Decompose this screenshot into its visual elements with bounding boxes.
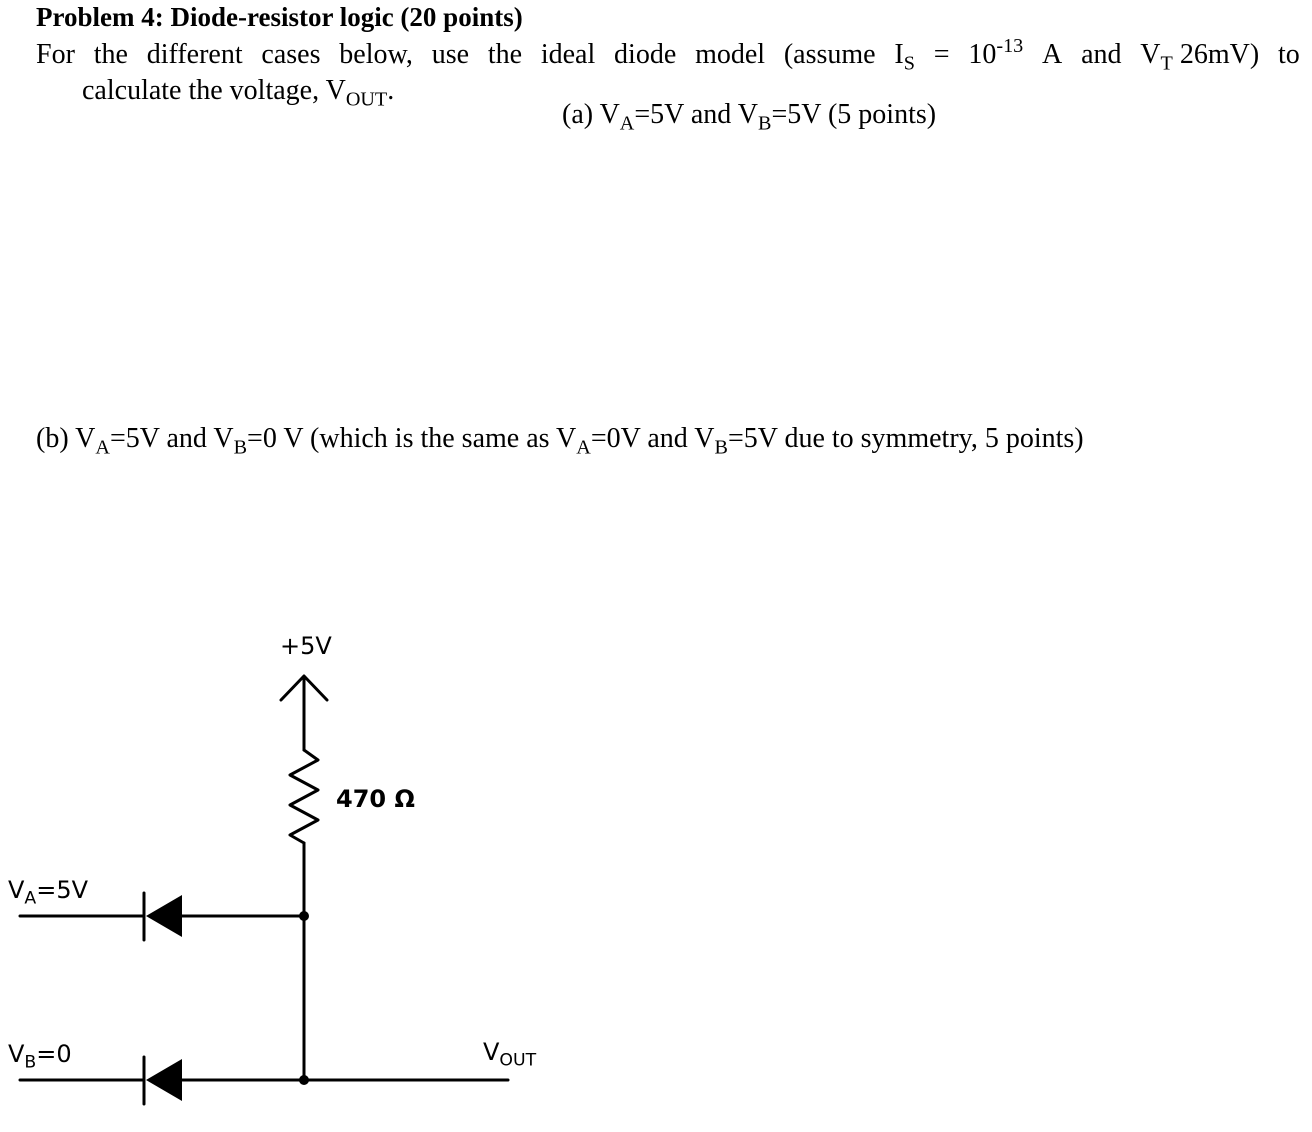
vt-symbol: $V_T$ 26mV) — [1140, 39, 1260, 75]
is-value: $10^{-13}$ — [968, 34, 1024, 70]
junction-dot-b — [299, 1075, 309, 1085]
junction-dot-a — [299, 911, 309, 921]
vout-label: $V_{OUT}$ — [483, 1038, 537, 1071]
resistor-label: 470 Ω — [336, 785, 415, 813]
resistor-symbol — [290, 750, 318, 843]
diode-a-symbol — [146, 895, 182, 937]
part-a-prompt: (a) $V_A=5V$ and $V_B=5V$ (5 points) — [562, 99, 937, 135]
part-b-prompt: (b) $V_A=5V$ and $V_B=0$ V (which is the same as $V_A=0V$ and $V_B=5V$ due to symmetry, 5 points) — [36, 423, 1084, 459]
vb-label: $V_B=0$ — [8, 1040, 72, 1073]
intro-word: ideal — [540, 39, 596, 70]
intro-word: For — [36, 39, 75, 70]
intro-word: cases — [261, 39, 321, 70]
intro-word: below, — [339, 39, 413, 70]
equals-sign: = — [933, 39, 950, 70]
va-label: $V_A=5V$ — [8, 876, 89, 909]
intro-word: A — [1042, 39, 1063, 70]
intro-word: to — [1277, 39, 1300, 70]
intro-word: and — [1081, 39, 1122, 70]
intro-word: the — [93, 39, 128, 70]
intro-word: model — [695, 39, 766, 70]
intro-word: different — [146, 39, 243, 70]
diode-b-symbol — [146, 1059, 182, 1101]
intro-word: diode — [614, 39, 677, 70]
intro-word: (assume — [783, 39, 876, 70]
supply-label: +5V — [280, 632, 332, 660]
intro-word: use — [431, 39, 470, 70]
is-symbol: $I_S$ — [894, 39, 915, 75]
intro-word: the — [487, 39, 523, 70]
problem-intro-line-2: calculate the voltage, $V_{OUT}$. — [82, 75, 395, 111]
problem-title: Problem 4: Diode-resistor logic (20 points) — [36, 2, 523, 32]
